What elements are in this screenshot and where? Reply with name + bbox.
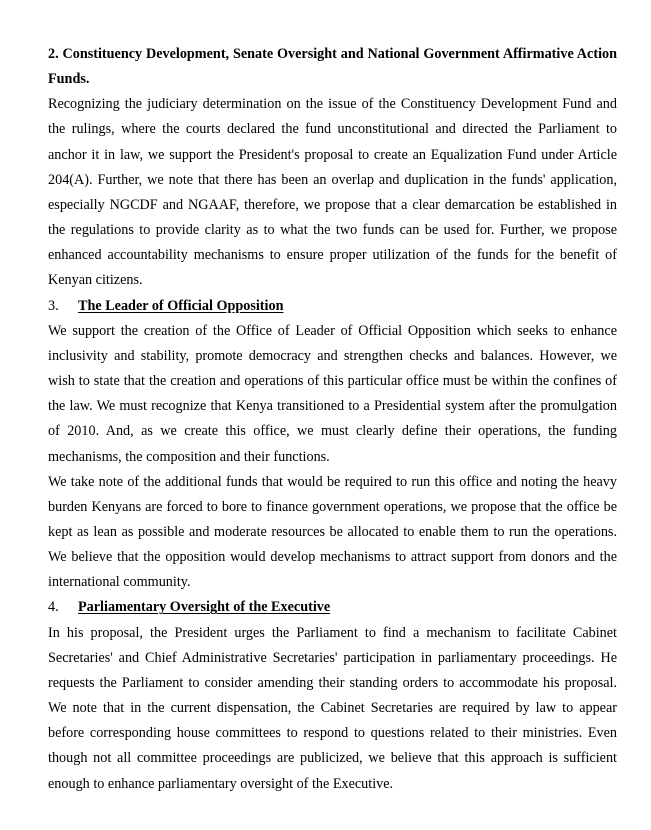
section-4-heading xyxy=(48,595,617,620)
section-4-title: Parliamentary Oversight of the Executive xyxy=(78,599,331,616)
section-3 xyxy=(48,294,617,596)
section-3-title: The Leader of Official Opposition xyxy=(78,297,284,314)
section-3-paragraph-1: We support the creation of the Office of Leader of Official Opposition which seeks to enhance inclusivity and stability, promote democracy and strengthen checks and balances. However, we wish to state that the creation and operations of this particular office must be within the confines of the law. We must recognize that Kenya transitioned to a Presidential system after the promulgation of 2010. And, as we create this office, we must clearly define their operations, the funding mechanisms, the composition and their functions. xyxy=(48,322,617,465)
section-3-heading xyxy=(48,294,617,319)
section-4-paragraph-1: In his proposal, the President urges the Parliament to find a mechanism to facilitate Cabinet Secretaries' and Chief Administrative Secretaries' participation in parliamentary proceedings. He requests the Parliament to consider amending their standing orders to accommodate his proposal. We note that in the current dispensation, the Cabinet Secretaries are required by law to appear before corresponding house committees to respond to questions related to their ministries. Even though not all committee proceedings are publicized, we believe that this approach is sufficient enough to enhance parliamentary oversight of the Executive. xyxy=(48,624,617,792)
section-4-number: 4. xyxy=(48,599,59,616)
section-2 xyxy=(48,42,617,294)
section-3-number: 3. xyxy=(48,297,59,314)
section-3-paragraph-2: We take note of the additional funds that would be required to run this office and noting the heavy burden Kenyans are forced to bore to finance government operations, we propose that the office be kept as lean as possible and moderate resources be allocated to enable them to run the operations. We believe that the opposition would develop mechanisms to attract support from donors and the international community. xyxy=(48,473,617,591)
document-page xyxy=(48,42,617,797)
section-2-paragraph-1: Recognizing the judiciary determination on the issue of the Constituency Development Fund and the rulings, where the courts declared the fund unconstitutional and directed the Parliament to anchor it in law, we support the President's proposal to create an Equalization Fund under Article 204(A). Further, we note that there has been an overlap and duplication in the funds' application, especially NGCDF and NGAAF, therefore, we propose that a clear demarcation be established in the regulations to provide clarity as to what the two funds can be used for. Further, we propose enhanced accountability mechanisms to ensure proper utilization of the funds for the benefit of Kenyan citizens. xyxy=(48,96,617,289)
section-4 xyxy=(48,595,617,796)
section-2-heading: 2. Constituency Development, Senate Oversight and National Government Affirmative Action Funds. xyxy=(48,46,617,88)
